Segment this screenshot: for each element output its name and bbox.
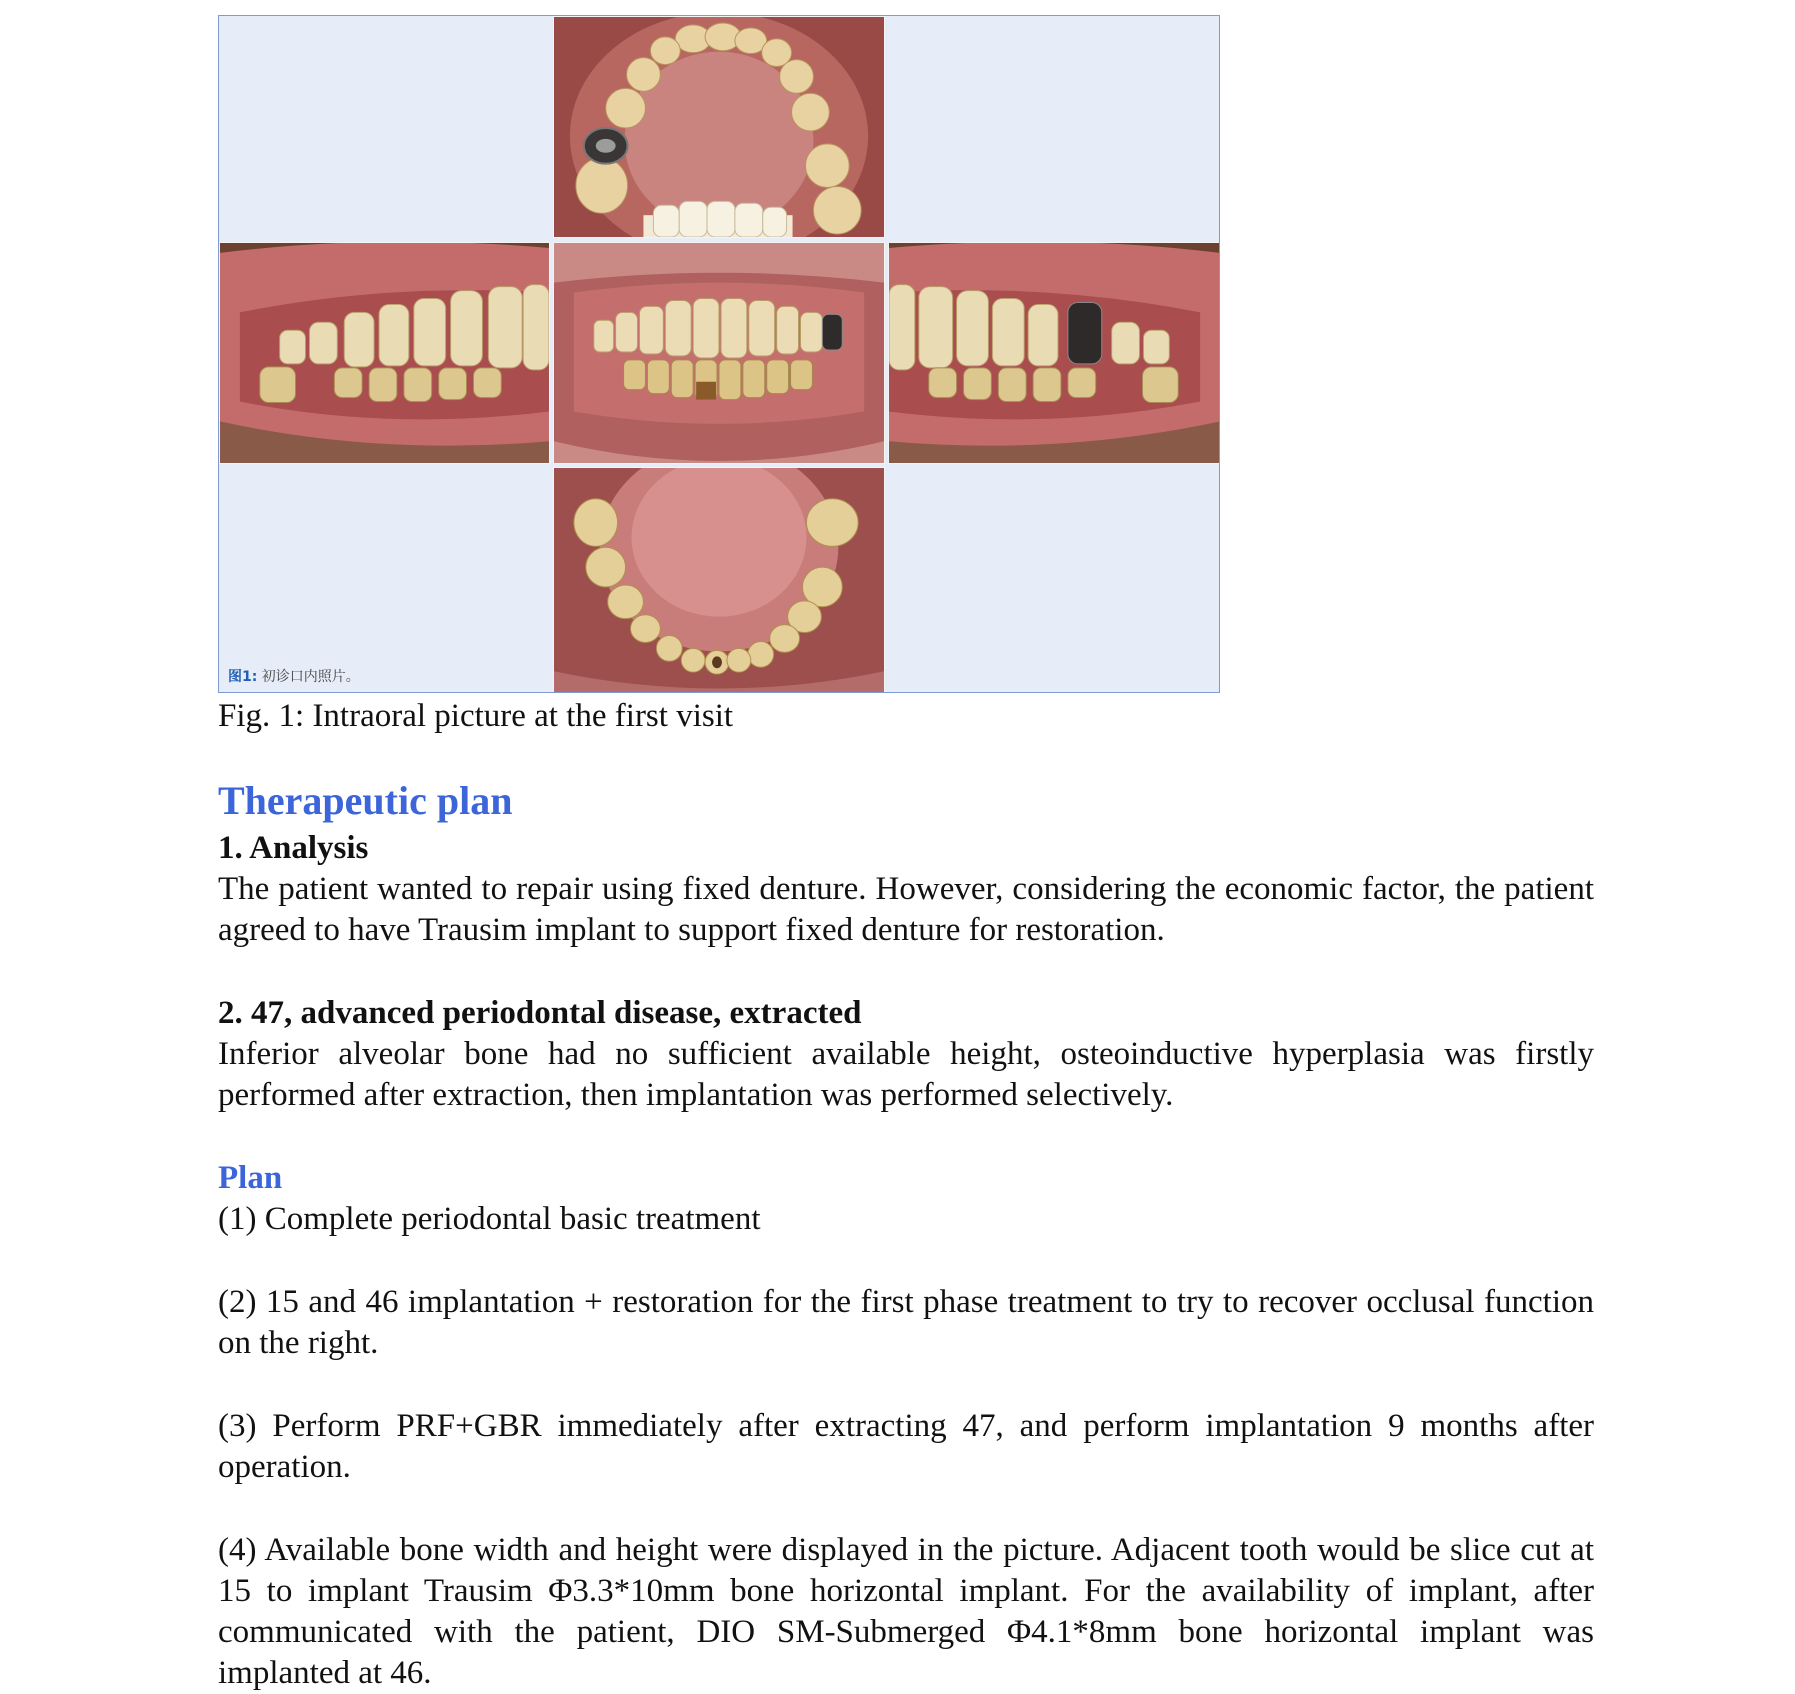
- plan-heading: Plan: [218, 1160, 283, 1196]
- figure-caption: Fig. 1: Intraoral picture at the first visit: [218, 698, 734, 734]
- figure-inner-label: [228, 666, 360, 686]
- section-2-title: 2. 47, advanced periodontal disease, extracted: [218, 995, 862, 1031]
- lower-occlusal-photo: [553, 467, 885, 693]
- plan-item-1: (1) Complete periodontal basic treatment: [218, 1201, 761, 1237]
- upper-occlusal-photo: [553, 16, 885, 238]
- therapeutic-plan-heading: Therapeutic plan: [218, 778, 513, 823]
- plan-item-4: (4) Available bone width and height were displayed in the picture. Adjacent tooth would be slice cut at 15 to implant Trausim Φ3.3*10mm bone horizontal implant. For the availability of implant, after communicated with the patient, DIO SM-Submerged Φ4.1*8mm bone horizontal implant was implanted at 46.: [218, 1532, 1594, 1691]
- plan-item-2: (2) 15 and 46 implantation + restoration for the first phase treatment to try to recover occlusal function on the right.: [218, 1284, 1594, 1361]
- figure-inner-label-number: 图1:: [228, 669, 258, 685]
- section-2-paragraph: Inferior alveolar bone had no sufficient available height, osteoinductive hyperplasia was firstly performed after extraction, then implantation was performed selectively.: [218, 1036, 1594, 1113]
- analysis-paragraph: The patient wanted to repair using fixed denture. However, considering the economic factor, the patient agreed to have Trausim implant to support fixed denture for restoration.: [218, 871, 1594, 948]
- right-lateral-photo: [219, 242, 550, 464]
- analysis-title: 1. Analysis: [218, 830, 369, 866]
- frontal-photo: [553, 242, 885, 464]
- left-lateral-photo: [888, 242, 1220, 464]
- figure-collage: [218, 15, 1220, 693]
- plan-item-3: (3) Perform PRF+GBR immediately after extracting 47, and perform implantation 9 months after operation.: [218, 1408, 1594, 1485]
- figure-inner-label-text: 初诊口内照片。: [261, 669, 360, 685]
